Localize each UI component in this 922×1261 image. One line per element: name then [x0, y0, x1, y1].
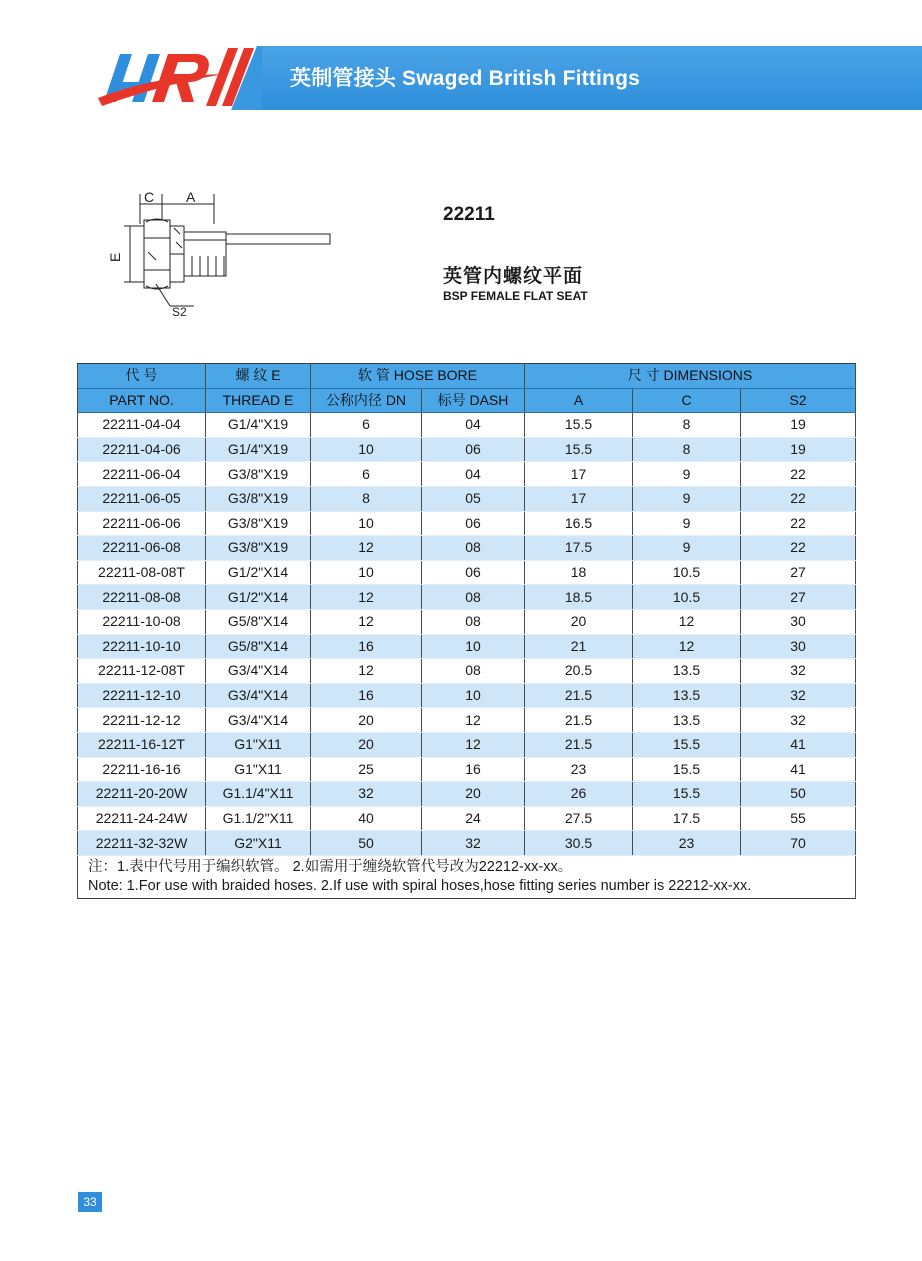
cell-dn: 10 — [311, 437, 422, 462]
cell-dash: 12 — [422, 708, 525, 733]
cell-dash: 24 — [422, 806, 525, 831]
cell-dash: 06 — [422, 437, 525, 462]
cell-dn: 10 — [311, 511, 422, 536]
table-row — [78, 486, 856, 511]
label-e: E — [107, 252, 123, 262]
cell-thread: G1/4"X19 — [206, 413, 311, 438]
cell-part: 22211-10-10 — [78, 634, 206, 659]
cell-dn: 12 — [311, 585, 422, 610]
table-row — [78, 585, 856, 610]
cell-thread: G5/8"X14 — [206, 609, 311, 634]
cell-thread: G3/8"X19 — [206, 536, 311, 561]
cell-a: 17 — [525, 462, 633, 487]
cell-part: 22211-08-08T — [78, 560, 206, 585]
note-en: Note: 1.For use with braided hoses. 2.If use with spiral hoses,hose fitting series number is 22212-xx-xx. — [88, 877, 752, 894]
table-row — [78, 413, 856, 438]
table-row — [78, 536, 856, 561]
table-row — [78, 634, 856, 659]
cell-part: 22211-10-08 — [78, 609, 206, 634]
cell-part: 22211-24-24W — [78, 806, 206, 831]
cell-dash: 20 — [422, 782, 525, 807]
header-c: C — [633, 388, 741, 413]
cell-a: 20.5 — [525, 659, 633, 684]
table-row — [78, 757, 856, 782]
cell-thread: G3/4"X14 — [206, 659, 311, 684]
header-hose-bore: 软 管 HOSE BORE — [311, 364, 525, 389]
part-number: 22211 — [443, 204, 495, 225]
cell-dash: 08 — [422, 659, 525, 684]
cell-s2: 19 — [741, 437, 856, 462]
cell-s2: 22 — [741, 462, 856, 487]
cell-a: 27.5 — [525, 806, 633, 831]
cell-dash: 04 — [422, 413, 525, 438]
cell-c: 9 — [633, 536, 741, 561]
cell-c: 8 — [633, 413, 741, 438]
cell-c: 13.5 — [633, 683, 741, 708]
cell-a: 23 — [525, 757, 633, 782]
header-s2: S2 — [741, 388, 856, 413]
cell-s2: 32 — [741, 683, 856, 708]
label-a: A — [186, 189, 196, 205]
cell-part: 22211-12-08T — [78, 659, 206, 684]
cell-part: 22211-12-12 — [78, 708, 206, 733]
cell-thread: G5/8"X14 — [206, 634, 311, 659]
cell-thread: G1/4"X19 — [206, 437, 311, 462]
table-row — [78, 609, 856, 634]
table-row — [78, 683, 856, 708]
cell-a: 18 — [525, 560, 633, 585]
cell-c: 15.5 — [633, 782, 741, 807]
cell-thread: G1/2"X14 — [206, 585, 311, 610]
cell-s2: 30 — [741, 609, 856, 634]
cell-dash: 16 — [422, 757, 525, 782]
cell-dn: 6 — [311, 413, 422, 438]
header-thread: THREAD E — [206, 388, 311, 413]
header-dn: 公称内径 DN — [311, 388, 422, 413]
cell-s2: 70 — [741, 831, 856, 856]
cell-dash: 10 — [422, 634, 525, 659]
cell-s2: 55 — [741, 806, 856, 831]
cell-c: 8 — [633, 437, 741, 462]
cell-c: 9 — [633, 511, 741, 536]
cell-dn: 12 — [311, 536, 422, 561]
cell-dn: 40 — [311, 806, 422, 831]
table-row — [78, 462, 856, 487]
cell-dn: 12 — [311, 659, 422, 684]
cell-dn: 12 — [311, 609, 422, 634]
cell-a: 26 — [525, 782, 633, 807]
cell-dash: 10 — [422, 683, 525, 708]
cell-dash: 06 — [422, 511, 525, 536]
cell-s2: 27 — [741, 585, 856, 610]
header-dimensions: 尺 寸 DIMENSIONS — [525, 364, 856, 389]
header-a: A — [525, 388, 633, 413]
cell-part: 22211-32-32W — [78, 831, 206, 856]
cell-dash: 04 — [422, 462, 525, 487]
label-s2: S2 — [172, 305, 187, 319]
cell-dn: 32 — [311, 782, 422, 807]
cell-dn: 20 — [311, 732, 422, 757]
note-cell — [78, 855, 856, 898]
cell-s2: 27 — [741, 560, 856, 585]
header-row-2 — [78, 388, 856, 413]
cell-c: 12 — [633, 634, 741, 659]
cell-thread: G1.1/4"X11 — [206, 782, 311, 807]
cell-part: 22211-08-08 — [78, 585, 206, 610]
cell-a: 21.5 — [525, 708, 633, 733]
cell-a: 18.5 — [525, 585, 633, 610]
table-row — [78, 511, 856, 536]
cell-c: 23 — [633, 831, 741, 856]
cell-dash: 12 — [422, 732, 525, 757]
table-row — [78, 732, 856, 757]
cell-dash: 08 — [422, 609, 525, 634]
header-part-cn: 代 号 — [78, 364, 206, 389]
cell-c: 10.5 — [633, 585, 741, 610]
cell-dn: 50 — [311, 831, 422, 856]
cell-s2: 22 — [741, 486, 856, 511]
cell-thread: G3/4"X14 — [206, 708, 311, 733]
header-thread-cn: 螺 纹 E — [206, 364, 311, 389]
fitting-drawing — [104, 182, 344, 322]
cell-s2: 30 — [741, 634, 856, 659]
cell-a: 21.5 — [525, 732, 633, 757]
cell-thread: G1"X11 — [206, 757, 311, 782]
cell-a: 20 — [525, 609, 633, 634]
cell-dn: 6 — [311, 462, 422, 487]
cell-part: 22211-12-10 — [78, 683, 206, 708]
table-row — [78, 806, 856, 831]
cell-c: 13.5 — [633, 708, 741, 733]
cell-c: 13.5 — [633, 659, 741, 684]
cell-s2: 19 — [741, 413, 856, 438]
table-row — [78, 659, 856, 684]
cell-s2: 50 — [741, 782, 856, 807]
cell-part: 22211-06-05 — [78, 486, 206, 511]
cell-thread: G3/8"X19 — [206, 486, 311, 511]
cell-a: 15.5 — [525, 413, 633, 438]
cell-dash: 08 — [422, 585, 525, 610]
cell-s2: 22 — [741, 511, 856, 536]
spec-table — [77, 363, 856, 899]
cell-s2: 41 — [741, 757, 856, 782]
table-row — [78, 560, 856, 585]
cell-c: 9 — [633, 486, 741, 511]
cell-part: 22211-20-20W — [78, 782, 206, 807]
cell-thread: G2"X11 — [206, 831, 311, 856]
page-number: 33 — [78, 1192, 102, 1212]
cell-a: 30.5 — [525, 831, 633, 856]
cell-thread: G1"X11 — [206, 732, 311, 757]
cell-part: 22211-04-04 — [78, 413, 206, 438]
cell-dn: 10 — [311, 560, 422, 585]
company-logo — [94, 40, 274, 120]
table-row — [78, 708, 856, 733]
cell-a: 21 — [525, 634, 633, 659]
cell-thread: G3/8"X19 — [206, 462, 311, 487]
cell-a: 17 — [525, 486, 633, 511]
cell-dn: 20 — [311, 708, 422, 733]
cell-a: 16.5 — [525, 511, 633, 536]
label-c: C — [144, 189, 155, 205]
cell-dn: 8 — [311, 486, 422, 511]
cell-thread: G1.1/2"X11 — [206, 806, 311, 831]
cell-s2: 32 — [741, 659, 856, 684]
cell-dn: 16 — [311, 634, 422, 659]
cell-part: 22211-16-16 — [78, 757, 206, 782]
cell-thread: G1/2"X14 — [206, 560, 311, 585]
cell-dash: 08 — [422, 536, 525, 561]
cell-c: 15.5 — [633, 757, 741, 782]
part-name-cn: 英管内螺纹平面 — [443, 266, 584, 287]
cell-thread: G3/4"X14 — [206, 683, 311, 708]
cell-a: 17.5 — [525, 536, 633, 561]
cell-s2: 32 — [741, 708, 856, 733]
header-dash: 标号 DASH — [422, 388, 525, 413]
note-row — [78, 855, 856, 898]
cell-part: 22211-06-06 — [78, 511, 206, 536]
table-row — [78, 782, 856, 807]
header-part-no: PART NO. — [78, 388, 206, 413]
cell-part: 22211-06-04 — [78, 462, 206, 487]
table-row — [78, 437, 856, 462]
header-row-1 — [78, 364, 856, 389]
cell-s2: 41 — [741, 732, 856, 757]
note-cn: 注：1.表中代号用于编织软管。 2.如需用于缠绕软管代号改为22212-xx-xx。 — [88, 858, 573, 875]
part-name-en: BSP FEMALE FLAT SEAT — [443, 289, 588, 303]
cell-part: 22211-06-08 — [78, 536, 206, 561]
cell-c: 9 — [633, 462, 741, 487]
cell-a: 21.5 — [525, 683, 633, 708]
cell-c: 17.5 — [633, 806, 741, 831]
cell-dn: 25 — [311, 757, 422, 782]
cell-a: 15.5 — [525, 437, 633, 462]
cell-thread: G3/8"X19 — [206, 511, 311, 536]
cell-dash: 05 — [422, 486, 525, 511]
cell-part: 22211-04-06 — [78, 437, 206, 462]
cell-c: 12 — [633, 609, 741, 634]
cell-c: 15.5 — [633, 732, 741, 757]
table-row — [78, 831, 856, 856]
cell-dash: 06 — [422, 560, 525, 585]
cell-c: 10.5 — [633, 560, 741, 585]
cell-dn: 16 — [311, 683, 422, 708]
cell-s2: 22 — [741, 536, 856, 561]
page-title: 英制管接头 Swaged British Fittings — [290, 67, 640, 90]
cell-part: 22211-16-12T — [78, 732, 206, 757]
cell-dash: 32 — [422, 831, 525, 856]
